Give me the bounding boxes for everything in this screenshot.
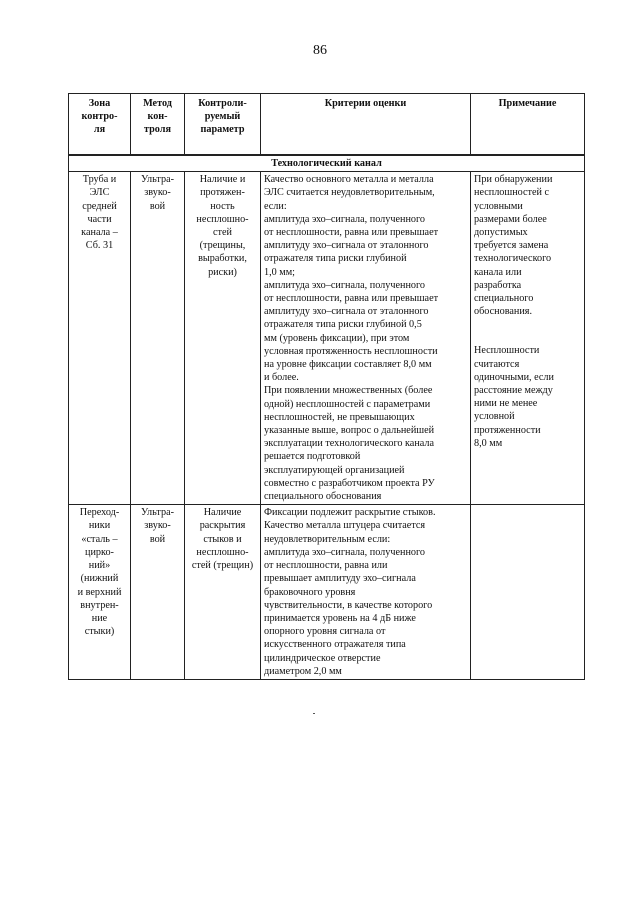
text-line: троля — [144, 124, 171, 136]
text-line: совместно с разработчиком проекта РУ — [264, 477, 435, 489]
text-line: звуко- — [144, 520, 171, 532]
text-line: требуется замена — [474, 240, 549, 252]
text-line: мм (уровень фиксации), при этом — [264, 332, 410, 344]
table-row — [69, 172, 585, 505]
text-line: риски) — [208, 266, 237, 278]
text-line: ние — [91, 612, 108, 624]
note-cell — [471, 172, 585, 505]
text-line: несплошностей с — [474, 187, 550, 199]
text-line: канала или — [474, 266, 522, 278]
text-line: специального — [474, 293, 534, 305]
header-note — [471, 94, 585, 156]
text-line: от несплошности, равна или превышает — [264, 227, 439, 239]
parameter-cell — [185, 505, 261, 680]
method-cell — [131, 505, 185, 680]
text-line: звуко- — [144, 187, 171, 199]
text-line: опорного уровня сигнала от — [264, 626, 386, 638]
text-line: канала – — [81, 227, 118, 239]
text-line: эксплуатирующей организацией — [264, 464, 405, 476]
text-line: условной — [474, 411, 515, 423]
text-line: амплитуду эхо–сигнала от эталонного — [264, 240, 429, 252]
parameter-cell — [185, 172, 261, 505]
scan-mark — [313, 713, 315, 714]
text-line: технологического — [474, 253, 552, 265]
text-line: (трещины, — [199, 240, 246, 252]
text-line: превышает амплитуду эхо–сигнала — [264, 573, 416, 585]
text-line: решается подготовкой — [264, 451, 361, 463]
text-line: Наличие — [203, 507, 242, 519]
header-row — [69, 94, 585, 156]
text-line: диаметром 2,0 мм — [264, 665, 342, 677]
inspection-table — [68, 93, 585, 680]
text-line: Качество металла штуцера считается — [264, 520, 426, 532]
text-line: средней — [82, 200, 117, 212]
text-line: указанные выше, вопрос о дальнейшей — [264, 425, 435, 437]
text-line: Примечание — [498, 98, 557, 109]
text-line: контро- — [81, 111, 118, 123]
text-line: ЭЛС — [89, 187, 110, 199]
header-zone — [69, 94, 131, 156]
text-line: ними не менее — [474, 398, 538, 410]
text-line: амплитуда эхо–сигнала, полученного — [264, 279, 426, 291]
text-line: браковочного уровня — [264, 586, 356, 598]
text-line: Сб. 31 — [85, 240, 114, 252]
text-line: искусственного отражателя типа — [264, 639, 406, 651]
text-line: При обнаружении — [474, 174, 553, 186]
text-line: протяженности — [474, 424, 541, 436]
text-line: эксплуатации технологического канала — [264, 438, 434, 450]
section-row — [69, 155, 585, 172]
text-line: условная протяженность несплошности — [264, 345, 438, 357]
text-line: неудовлетворительным если: — [264, 533, 391, 545]
method-cell — [131, 172, 185, 505]
text-line: разработка — [474, 279, 522, 291]
text-line: стыки) — [84, 626, 115, 638]
text-line: считаются — [474, 358, 520, 370]
text-line: одиночными, если — [474, 371, 554, 383]
text-line: Переход- — [79, 507, 120, 519]
text-line: стей — [213, 227, 232, 239]
text-line: Ультра- — [141, 174, 174, 186]
text-line: кон- — [147, 111, 168, 123]
text-line: отражателя типа риски глубиной 0,5 — [264, 319, 422, 331]
criteria-cell — [261, 505, 471, 680]
text-line: и более. — [264, 372, 299, 384]
zone-cell — [69, 505, 131, 680]
criteria-cell — [261, 172, 471, 505]
text-line: 1,0 мм; — [264, 266, 296, 278]
text-line: отражателя типа риски глубиной — [264, 253, 407, 265]
text-line: от несплошности, равна или превышает — [264, 293, 439, 305]
text-line: руемый — [204, 111, 241, 123]
text-line: амплитуду эхо–сигнала от эталонного — [264, 306, 429, 318]
text-line: несплошно- — [196, 546, 249, 558]
text-line: ний» — [88, 560, 111, 572]
text-line: условными — [474, 200, 523, 212]
text-line: размерами более — [474, 213, 547, 225]
text-line: обоснования. — [474, 306, 533, 318]
text-line: вой — [149, 200, 166, 212]
header-criteria — [261, 94, 471, 156]
text-line: принимается уровень на 4 дБ ниже — [264, 612, 416, 624]
text-line: вой — [149, 533, 166, 545]
text-line: Фиксации подлежит раскрытие стыков. — [264, 507, 436, 519]
text-line: несплошно- — [196, 213, 249, 225]
text-line: одной) несплошностей с параметрами — [264, 398, 431, 410]
text-line: внутрен- — [80, 599, 119, 611]
text-line: допустимых — [474, 227, 528, 239]
text-line: стей (трещин) — [191, 560, 254, 572]
text-line: Контроли- — [198, 98, 247, 109]
text-line: от несплошности, равна или — [264, 560, 388, 572]
section-title: Технологический канал — [69, 155, 585, 172]
text-line: части — [87, 213, 112, 225]
text-line: Несплошности — [474, 345, 540, 357]
text-line: расстояние между — [474, 385, 553, 397]
text-line: если: — [264, 200, 287, 212]
text-line: несплошностей, не превышающих — [264, 411, 415, 423]
table-row — [69, 505, 585, 680]
note-cell — [471, 505, 585, 680]
text-line: на уровне фиксации составляет 8,0 мм — [264, 359, 432, 371]
text-line: цилиндрическое отверстие — [264, 652, 381, 664]
text-line: чувствительности, в качестве которого — [264, 599, 433, 611]
text-line: (нижний — [80, 573, 119, 585]
text-line: Ультра- — [141, 507, 174, 519]
text-line: 8,0 мм — [474, 437, 503, 449]
text-line: Труба и — [82, 174, 117, 186]
text-line: Метод — [143, 98, 172, 109]
text-line: и верхний — [77, 586, 122, 598]
text-line: выработки, — [198, 253, 247, 265]
text-line: протяжен- — [200, 187, 245, 199]
text-line: раскрытия — [199, 520, 246, 532]
header-parameter — [185, 94, 261, 156]
text-line: амплитуда эхо–сигнала, полученного — [264, 546, 426, 558]
text-line: ля — [93, 124, 106, 136]
text-line: ники — [88, 520, 111, 532]
zone-cell — [69, 172, 131, 505]
text-line: амплитуда эхо–сигнала, полученного — [264, 213, 426, 225]
text-line: ность — [210, 200, 235, 212]
text-line: ЭЛС считается неудовлетворительным, — [264, 187, 435, 199]
text-line: стыков и — [203, 533, 242, 545]
page-number: 86 — [313, 43, 327, 58]
text-line: Зона — [88, 98, 111, 109]
text-line: специального обоснования — [264, 491, 382, 503]
text-line: Качество основного металла и металла — [264, 174, 434, 186]
text-line: Критерии оценки — [324, 98, 407, 109]
text-line: Наличие и — [199, 174, 246, 186]
text-line: цирко- — [85, 546, 114, 558]
text-line: При появлении множественных (более — [264, 385, 433, 397]
text-line: параметр — [200, 124, 245, 136]
header-method — [131, 94, 185, 156]
text-line: «сталь – — [81, 533, 118, 545]
